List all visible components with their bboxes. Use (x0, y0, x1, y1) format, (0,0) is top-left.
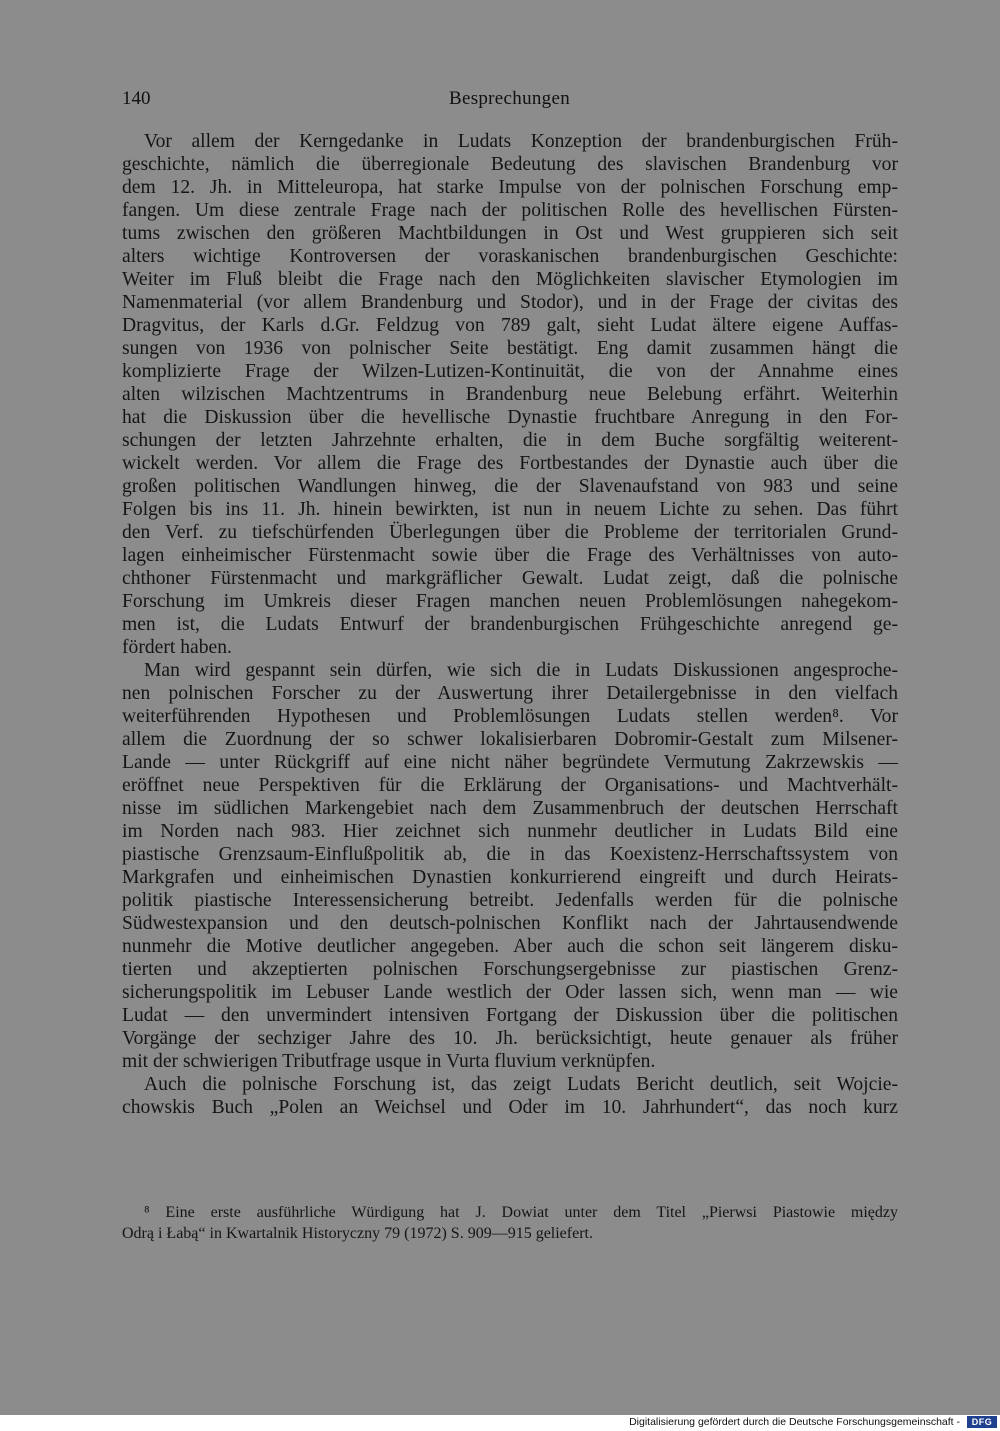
paragraph-3 (122, 1073, 898, 1119)
text-line: sicherungspolitik im Lebuser Lande westlich der Oder lassen sich, wenn man — wie (122, 982, 898, 1003)
text-line: fangen. Um diese zentrale Frage nach der politischen Rolle des hevellischen Fürsten- (122, 200, 898, 221)
body-text (122, 130, 898, 1119)
text-line: alters wichtige Kontroversen der voraskanischen brandenburgischen Geschichte: (122, 246, 898, 267)
text-line: im Norden nach 983. Hier zeichnet sich nunmehr deutlicher in Ludats Bild eine (122, 821, 898, 842)
text-line: Südwestexpansion und den deutsch-polnischen Konflikt nach der Jahrtausendwende (122, 913, 898, 934)
text-line: weiterführenden Hypothesen und Problemlösungen Ludats stellen werden⁸. Vor (122, 706, 898, 727)
text-line: Folgen bis ins 11. Jh. hinein bewirkten, ist nun in neuem Lichte zu sehen. Das führt (122, 499, 898, 520)
text-line: Dragvitus, der Karls d.Gr. Feldzug von 789 galt, sieht Ludat ältere eigene Auffas- (122, 315, 898, 336)
running-head (122, 88, 897, 114)
text-line: piastische Grenzsaum-Einflußpolitik ab, die in das Koexistenz-Herrschaftssystem von (122, 844, 898, 865)
text-line: chowskis Buch „Polen an Weichsel und Oder im 10. Jahrhundert“, das noch kurz (122, 1097, 898, 1118)
text-line: tums zwischen den größeren Machtbildungen in Ost und West gruppieren sich seit (122, 223, 898, 244)
text-line: komplizierte Frage der Wilzen-Lutizen-Kontinuität, die von der Annahme eines (122, 361, 898, 382)
text-line: geschichte, nämlich die überregionale Bedeutung des slavischen Brandenburg vor (122, 154, 898, 175)
footer-credit[interactable] (629, 1415, 960, 1429)
text-line: eröffnet neue Perspektiven für die Erklärung der Organisations- und Machtverhält- (122, 775, 898, 796)
text-line: Auch die polnische Forschung ist, das zeigt Ludats Bericht deutlich, seit Wojcie- (144, 1074, 898, 1095)
text-line: mit der schwierigen Tributfrage usque in Vurta fluvium verknüpfen. (122, 1051, 656, 1072)
text-line: lagen einheimischer Fürstenmacht sowie über die Frage des Verhältnisses von auto- (122, 545, 898, 566)
text-line: wickelt werden. Vor allem die Frage des Fortbestandes der Dynastie auch über die (122, 453, 898, 474)
footnotes (122, 1202, 898, 1244)
text-line: dem 12. Jh. in Mitteleuropa, hat starke Impulse von der polnischen Forschung emp- (122, 177, 898, 198)
text-line: tierten und akzeptierten polnischen Forschungsergebnisse zur piastischen Grenz- (122, 959, 898, 980)
text-line: schungen der letzten Jahrzehnte erhalten, die in dem Buche sorgfältig weiterent- (122, 430, 898, 451)
text-line: nisse im südlichen Markengebiet nach dem Zusammenbruch der deutschen Herrschaft (122, 798, 898, 819)
page-number: 140 (122, 88, 151, 109)
text-line: Weiter im Fluß bleibt die Frage nach den Möglichkeiten slavischer Etymologien im (122, 269, 898, 290)
text-line: Namenmaterial (vor allem Brandenburg und Stodor), und in der Frage der civitas des (122, 292, 898, 313)
text-line: allem die Zuordnung der so schwer lokalisierbaren Dobromir-Gestalt zum Milsener- (122, 729, 898, 750)
running-title: Besprechungen (448, 88, 571, 109)
paragraph-1 (122, 130, 898, 659)
text-line: Lande — unter Rückgriff auf eine nicht näher begründete Vermutung Zakrzewskis — (122, 752, 898, 773)
text-line: Vor allem der Kerngedanke in Ludats Konzeption der brandenburgischen Früh- (144, 131, 898, 152)
footer-credit-text[interactable]: Digitalisierung gefördert durch die Deutsche Forschungsgemeinschaft - (629, 1416, 960, 1428)
text-line: großen politischen Wandlungen hinweg, die der Slavenaufstand von 983 und seine (122, 476, 898, 497)
text-line: fördert haben. (122, 637, 232, 658)
text-line: sungen von 1936 von polnischer Seite bestätigt. Eng damit zusammen hängt die (122, 338, 898, 359)
text-line: chthoner Fürstenmacht und markgräflicher Gewalt. Ludat zeigt, daß die polnische (122, 568, 898, 589)
footnote-line: Odrą i Łabą“ in Kwartalnik Historyczny 79 (1972) S. 909—915 geliefert. (122, 1225, 593, 1242)
footnote-line: ⁸ Eine erste ausführliche Würdigung hat J. Dowiat unter dem Titel „Pierwsi Piastowie między (144, 1204, 898, 1221)
text-line: alten wilzischen Machtzentrums in Brandenburg neue Belebung erfährt. Weiterhin (122, 384, 898, 405)
text-line: Man wird gespannt sein dürfen, wie sich die in Ludats Diskussionen angesproche- (144, 660, 898, 681)
text-line: politik piastische Interessensicherung betreibt. Jedenfalls werden für die polnische (122, 890, 898, 911)
text-line: Vorgänge der sechziger Jahre des 10. Jh. berücksichtigt, heute genauer als früher (122, 1028, 898, 1049)
dfg-logo[interactable]: DFG (967, 1416, 997, 1428)
text-line: nunmehr die Motive deutlicher angegeben. Aber auch die schon seit längerem disku- (122, 936, 898, 957)
text-line: nen polnischen Forscher zu der Auswertung ihrer Detailergebnisse in den vielfach (122, 683, 898, 704)
text-line: hat die Diskussion über die hevellische Dynastie fruchtbare Anregung in den For- (122, 407, 898, 428)
text-line: den Verf. zu tiefschürfenden Überlegungen über die Probleme der territorialen Grund- (122, 522, 898, 543)
text-line: men ist, die Ludats Entwurf der brandenburgischen Frühgeschichte anregend ge- (122, 614, 898, 635)
text-line: Markgrafen und einheimischen Dynastien konkurrierend eingreift und durch Heirats- (122, 867, 898, 888)
text-line: Forschung im Umkreis dieser Fragen manchen neuen Problemlösungen nahegekom- (122, 591, 898, 612)
text-line: Ludat — den unvermindert intensiven Fortgang der Diskussion über die politischen (122, 1005, 898, 1026)
paragraph-2 (122, 659, 898, 1073)
